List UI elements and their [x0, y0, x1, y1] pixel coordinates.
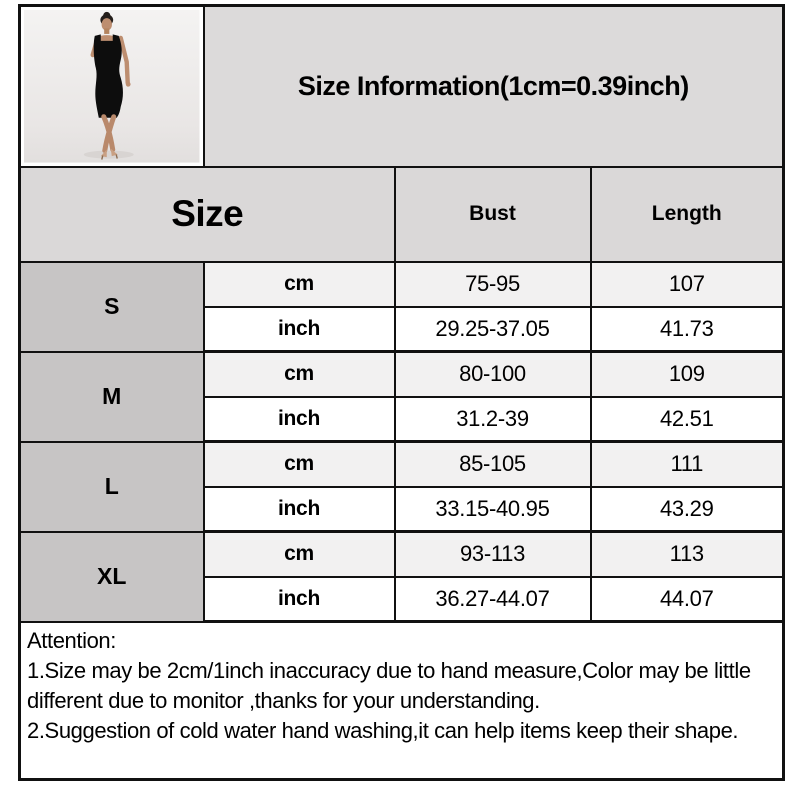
bust-value: 93-113 [395, 532, 591, 577]
size-label-s: S [20, 262, 204, 352]
attention-note [20, 622, 784, 780]
size-label-m: M [20, 352, 204, 442]
length-value: 41.73 [591, 307, 784, 352]
bust-value: 36.27-44.07 [395, 577, 591, 622]
attention-heading: Attention: [27, 628, 116, 654]
header-length: Length [591, 167, 784, 262]
unit-cm: cm [204, 262, 395, 307]
unit-inch: inch [204, 577, 395, 622]
length-value: 113 [591, 532, 784, 577]
table-header-row [20, 167, 784, 262]
bust-value: 85-105 [395, 442, 591, 487]
unit-inch: inch [204, 307, 395, 352]
length-value: 107 [591, 262, 784, 307]
length-value: 111 [591, 442, 784, 487]
product-photo-cell [20, 6, 204, 167]
length-value: 109 [591, 352, 784, 397]
table-row [20, 442, 784, 487]
page-title: Size Information(1cm=0.39inch) [297, 70, 689, 101]
photo-title-row [20, 6, 784, 167]
attention-line: 2.Suggestion of cold water hand washing,it can help items keep their shape. [27, 718, 739, 744]
length-value: 43.29 [591, 487, 784, 532]
bust-value: 80-100 [395, 352, 591, 397]
table-row [20, 262, 784, 307]
bust-value: 75-95 [395, 262, 591, 307]
header-bust: Bust [395, 167, 591, 262]
table-row [20, 532, 784, 577]
table-row [20, 352, 784, 397]
unit-cm: cm [204, 442, 395, 487]
attention-row [20, 622, 784, 780]
product-photo [24, 10, 200, 163]
size-label-l: L [20, 442, 204, 532]
length-value: 42.51 [591, 397, 784, 442]
size-info-title-cell [204, 6, 784, 167]
unit-cm: cm [204, 532, 395, 577]
unit-inch: inch [204, 487, 395, 532]
length-value: 44.07 [591, 577, 784, 622]
bust-value: 33.15-40.95 [395, 487, 591, 532]
attention-line: different due to monitor ,thanks for your understanding. [27, 688, 540, 714]
size-label-xl: XL [20, 532, 204, 622]
model-dress-illustration [24, 10, 200, 163]
unit-inch: inch [204, 397, 395, 442]
unit-cm: cm [204, 352, 395, 397]
bust-value: 31.2-39 [395, 397, 591, 442]
header-size: Size [20, 167, 395, 262]
attention-line: 1.Size may be 2cm/1inch inaccuracy due to hand measure,Color may be little [27, 658, 751, 684]
bust-value: 29.25-37.05 [395, 307, 591, 352]
size-information-table [18, 4, 785, 781]
